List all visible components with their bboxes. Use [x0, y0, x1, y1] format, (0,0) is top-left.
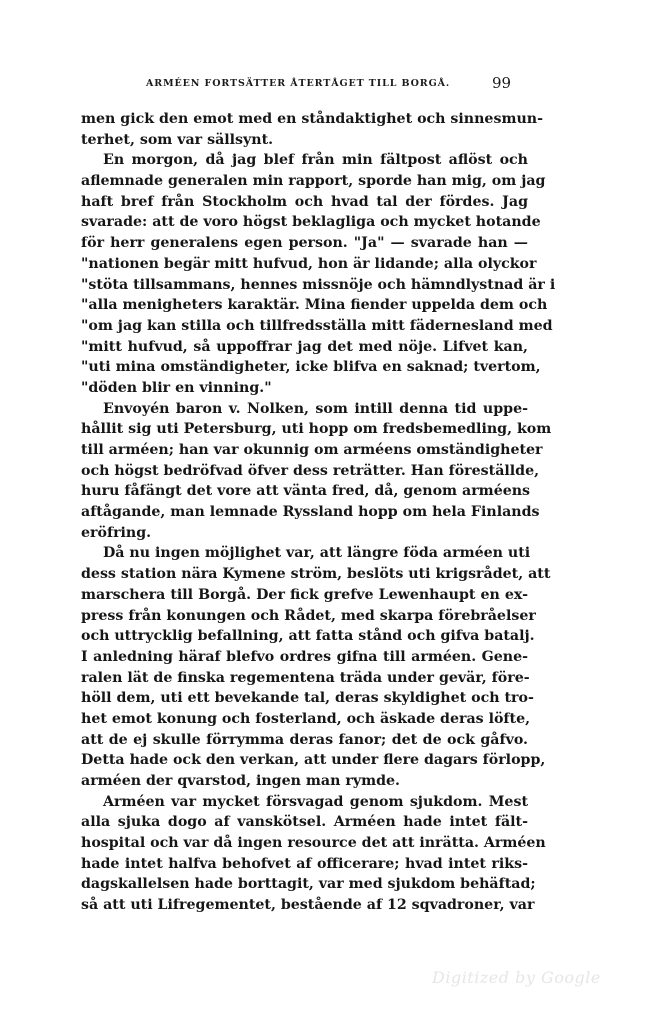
- text-line: aflemnade generalen min rapport, sporde han mig, om jag: [81, 173, 546, 190]
- text-line: En morgon, då jag blef från min fältpost aflöst och: [103, 152, 528, 169]
- text-line: "nationen begär mitt hufvud, hon är lidande; alla olyckor: [81, 255, 537, 272]
- text-line: och högst bedröfvad öfver dess reträtter. Han föreställde,: [81, 462, 540, 479]
- text-line: arméen der qvarstod, ingen man rymde.: [81, 773, 400, 789]
- text-line: dagskallelsen hade borttagit, var med sjukdom behäftad;: [81, 876, 536, 893]
- text-line: alla sjuka dogo af vanskötsel. Arméen hade intet fält-: [81, 814, 528, 831]
- text-line: "mitt hufvud, så uppoffrar jag det med nöje. Lifvet kan,: [81, 338, 528, 355]
- page-number: 99: [492, 74, 512, 92]
- text-line: till arméen; han var okunnig om arméens omständigheter: [81, 442, 543, 458]
- text-line: svarade: att de voro högst beklagliga och mycket hotande: [81, 214, 541, 231]
- text-line: haft bref från Stockholm och hvad tal der fördes. Jag: [81, 193, 528, 210]
- text-line: Arméen var mycket försvagad genom sjukdom. Mest: [103, 793, 528, 810]
- text-line: "uti mina omständigheter, icke blifva en saknad; tvertom,: [81, 359, 541, 376]
- text-line: eröfring.: [81, 524, 152, 541]
- text-line: att de ej skulle förrymma deras fanor; det de ock gåfvo.: [81, 731, 528, 748]
- text-line: dess station nära Kymene ström, beslöts uti krigsrådet, att: [81, 566, 551, 583]
- text-line: het emot konung och fosterland, och äskade deras löfte,: [81, 710, 531, 727]
- text-line: "om jag kan stilla och tillfredsställa mitt fädernesland med: [81, 317, 553, 334]
- text-line: press från konungen och Rådet, med skarpa förebråelser: [81, 607, 536, 624]
- text-line: "stöta tillsammans, hennes missnöje och hämndlystnad är i: [81, 276, 556, 293]
- running-header: ARMÉEN FORTSÄTTER ÅTERTÅGET TILL BORGÅ.: [146, 78, 451, 89]
- text-line: för herr generalens egen person. "Ja" — svarade han —: [81, 235, 528, 252]
- text-line: så att uti Lifregementet, bestående af 12 sqvadroner, var: [81, 897, 535, 914]
- text-line: terhet, som var sällsynt.: [81, 131, 274, 148]
- text-line: och uttrycklig befallning, att fatta stånd och gifva batalj.: [81, 628, 535, 645]
- text-line: Envoyén baron v. Nolken, som intill denna tid uppe-: [103, 400, 528, 417]
- text-line: I anledning häraf blefvo ordres gifna till arméen. Gene-: [81, 648, 528, 665]
- text-line: marschera till Borgå. Der fick grefve Lewenhaupt en ex-: [81, 586, 528, 603]
- text-line: aftågande, man lemnade Ryssland hopp om hela Finlands: [81, 504, 540, 521]
- text-line: "alla menigheters karaktär. Mina fiender uppelda dem och: [81, 297, 548, 314]
- text-line: men gick den emot med en ståndaktighet och sinnesmun-: [81, 111, 543, 127]
- text-line: "döden blir en vinning.": [81, 379, 272, 396]
- text-line: hållit sig uti Petersburg, uti hopp om fredsbemedling, kom: [81, 421, 552, 438]
- text-line: Detta hade ock den verkan, att under flere dagars förlopp,: [81, 752, 546, 769]
- body-text: [81, 109, 556, 916]
- text-line: Då nu ingen möjlighet var, att längre föda arméen uti: [103, 545, 531, 562]
- digitization-watermark: Digitized by Google: [432, 968, 601, 987]
- text-line: ralen lät de finska regementena träda under gevär, före-: [81, 669, 530, 686]
- text-line: hade intet halfva behofvet af officerare; hvad intet riks-: [81, 855, 528, 872]
- text-line: huru fåfängt det vore att vänta fred, då, genom arméens: [81, 483, 531, 500]
- text-line: hospital och var då ingen resource det att inrätta. Arméen: [81, 835, 546, 852]
- text-line: höll dem, uti ett bevekande tal, deras skyldighet och tro-: [81, 690, 534, 707]
